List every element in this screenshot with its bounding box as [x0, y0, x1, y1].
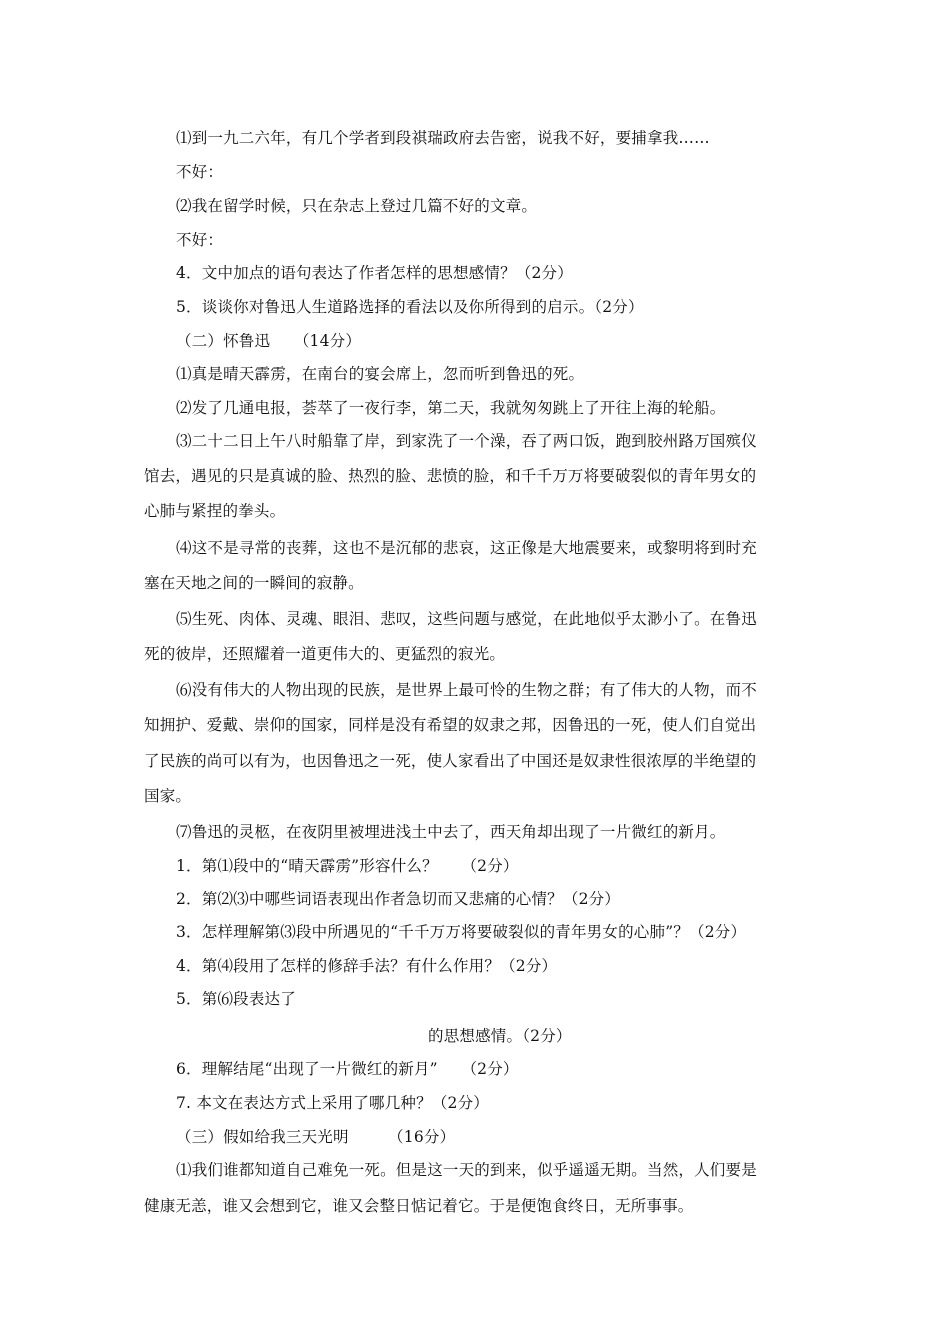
- answer-label: 不好：: [176, 163, 224, 181]
- section-heading: （二）怀鲁迅 （14分）: [176, 332, 362, 350]
- paragraph-line: 心肺与紧捏的拳头。: [144, 502, 286, 520]
- answer-label: 不好：: [176, 231, 224, 249]
- paragraph-line: ⑺鲁迅的灵柩，在夜阴里被埋进浅土中去了，西天角却出现了一片微红的新月。: [176, 823, 726, 841]
- question-line: 3．怎样理解第⑶段中所遇见的“千千万万将要破裂似的青年男女的心肺”？（2分）: [176, 923, 747, 941]
- paragraph-line: 死的彼岸，还照耀着一道更伟大的、更猛烈的寂光。: [144, 645, 506, 663]
- paragraph-line: ⑷这不是寻常的丧葬，这也不是沉郁的悲哀，这正像是大地震要来，或黎明将到时充: [176, 539, 757, 557]
- paragraph-line: ⑸生死、肉体、灵魂、眼泪、悲叹，这些问题与感觉，在此地似乎太渺小了。在鲁迅: [176, 610, 757, 628]
- question-line-continued: 的思想感情。（2分）: [428, 1027, 572, 1045]
- paragraph-line: 知拥护、爱戴、崇仰的国家，同样是没有希望的奴隶之邦，因鲁迅的一死，使人们自觉出: [144, 716, 757, 734]
- paragraph-line: ⑴到一九二六年，有几个学者到段祺瑞政府去告密，说我不好，要捕拿我……: [176, 129, 710, 147]
- question-line: 4．文中加点的语句表达了作者怎样的思想感情？（2分）: [176, 264, 573, 282]
- question-line: 5．谈谈你对鲁迅人生道路选择的看法以及你所得到的启示。（2分）: [176, 298, 644, 316]
- paragraph-line: 馆去，遇见的只是真诚的脸、热烈的脸、悲愤的脸，和千千万万将要破裂似的青年男女的: [144, 467, 757, 485]
- paragraph-line: ⑵我在留学时候，只在杂志上登过几篇不好的文章。: [176, 197, 538, 215]
- paragraph-line: ⑴真是晴天霹雳，在南台的宴会席上，忽而听到鲁迅的死。: [176, 365, 585, 383]
- question-line: 4．第⑷段用了怎样的修辞手法？有什么作用？（2分）: [176, 957, 558, 975]
- paragraph-line: 塞在天地之间的一瞬间的寂静。: [144, 574, 364, 592]
- paragraph-line: 健康无恙，谁又会想到它，谁又会整日惦记着它。于是便饱食终日，无所事事。: [144, 1197, 694, 1215]
- paragraph-line: ⑵发了几通电报，荟萃了一夜行李，第二天，我就匆匆跳上了开往上海的轮船。: [176, 399, 726, 417]
- paragraph-line: ⑴我们谁都知道自己难免一死。但是这一天的到来，似乎遥遥无期。当然，人们要是: [176, 1161, 757, 1179]
- question-line: 6．理解结尾“出现了一片微红的新月” （2分）: [176, 1060, 519, 1078]
- paragraph-line: 国家。: [144, 787, 192, 805]
- paragraph-line: ⑶二十二日上午八时船靠了岸，到家洗了一个澡，吞了两口饭，跑到胶州路万国殡仪: [176, 432, 757, 450]
- paragraph-line: 了民族的尚可以有为，也因鲁迅之一死，使人家看出了中国还是奴隶性很浓厚的半绝望的: [144, 752, 757, 770]
- question-line: 5．第⑹段表达了: [176, 990, 296, 1008]
- paragraph-line: ⑹没有伟大的人物出现的民族，是世界上最可怜的生物之群；有了伟大的人物，而不: [176, 681, 757, 699]
- question-line: 1．第⑴段中的“晴天霹雳”形容什么？ （2分）: [176, 857, 519, 875]
- question-line: 2．第⑵⑶中哪些词语表现出作者急切而又悲痛的心情？（2分）: [176, 890, 621, 908]
- section-heading: （三）假如给我三天光明 （16分）: [176, 1128, 456, 1146]
- question-line: 7. 本文在表达方式上采用了哪几种？（2分）: [176, 1094, 489, 1112]
